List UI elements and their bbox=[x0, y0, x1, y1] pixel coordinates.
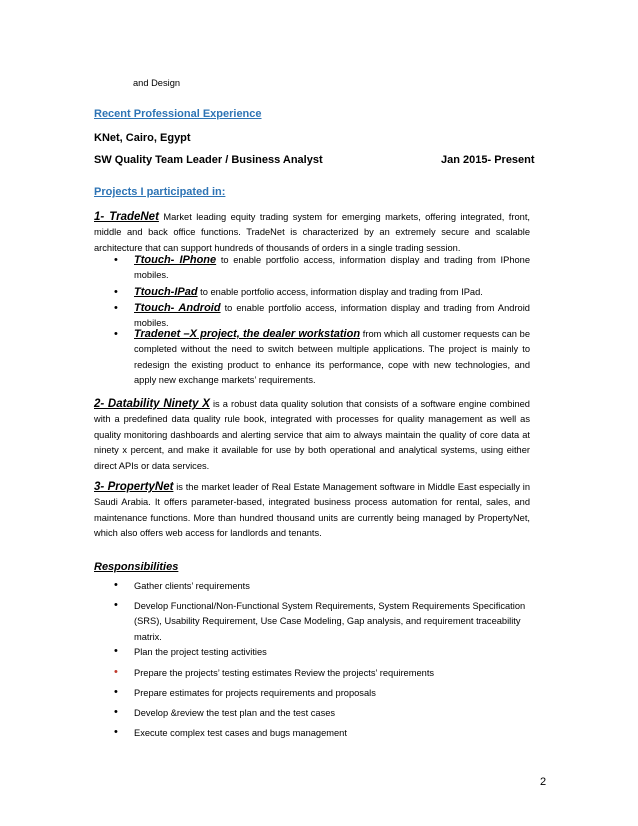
bullet-icon: • bbox=[114, 286, 118, 298]
page-number: 2 bbox=[540, 776, 547, 788]
propertynet-title: 3- PropertyNet bbox=[94, 481, 174, 493]
item-text: Develop Functional/Non-Functional System Requirements, System Requirements Specification (SRS), Usability Requirement, Use Case Modeling, Gap analysis, and requirement traceability matrix. bbox=[134, 601, 526, 642]
experience-heading: Recent Professional Experience bbox=[94, 108, 262, 120]
list-item bbox=[116, 253, 530, 283]
item-text: to enable portfolio access, information display and trading from IPhone mobiles. bbox=[134, 255, 531, 281]
bullet-icon: • bbox=[114, 328, 118, 340]
item-text: Execute complex test cases and bugs management bbox=[134, 728, 347, 738]
tradenet-description: Market leading equity trading system for emerging markets, offering integrated, front, middle and back office functions. TradeNet is characterized by an extremely secure and scalable architecture that can support hundreds of thousands of orders in a single trading session. bbox=[94, 212, 530, 253]
bullet-icon: • bbox=[114, 666, 118, 678]
bullet-icon: • bbox=[114, 599, 118, 611]
item-text: Gather clients’ requirements bbox=[134, 581, 250, 591]
item-text: Prepare estimates for projects requirements and proposals bbox=[134, 688, 376, 698]
bullet-icon: • bbox=[114, 706, 118, 718]
item-title: Ttouch- IPhone bbox=[134, 254, 217, 266]
role-dates: Jan 2015- Present bbox=[441, 154, 535, 166]
item-text: Prepare the projects’ testing estimates Review the projects’ requirements bbox=[134, 668, 435, 678]
item-text: to enable portfolio access, information display and trading from IPad. bbox=[200, 287, 483, 297]
propertynet-description: is the market leader of Real Estate Management software in Middle East especially in Saudi Arabia. It offers parameter-based, integrated business process automation for rental, sales, and maintenance functions. More than hundred thousand units are currently being managed by PropertyNet, which also offers web access for landlords and tenants. bbox=[94, 482, 531, 539]
continuation-text: and Design bbox=[133, 78, 181, 88]
role-title: SW Quality Team Leader / Business Analyst bbox=[94, 154, 323, 166]
datability-description: is a robust data quality solution that consists of a software engine combined with a predefined data quality rule book, integrated with processes for quality management as well as quality monitoring dashboards and alerting service that aim to always maintain the quality of core data at ninety x percent, and make it available for use by both operational and analytical systems, using either direct APIs or data services. bbox=[94, 399, 530, 471]
bullet-icon: • bbox=[114, 579, 118, 591]
company-name: KNet, Cairo, Egypt bbox=[94, 132, 191, 144]
responsibilities-heading: Responsibilities bbox=[94, 561, 179, 573]
bullet-icon: • bbox=[114, 254, 118, 266]
item-title: Ttouch- Android bbox=[134, 302, 221, 314]
projects-heading: Projects I participated in: bbox=[94, 186, 226, 198]
list-item bbox=[116, 285, 530, 301]
tradenet-paragraph bbox=[94, 210, 530, 256]
list-item bbox=[116, 327, 530, 387]
item-text: from which all customer requests can be completed without the need to switch between multiple applications. The project is mainly to redesign the existing product to enhance its performance, cope with new technologies, and apply new exchange markets’ requirements. bbox=[134, 329, 530, 386]
bullet-icon: • bbox=[114, 726, 118, 738]
item-text: Develop &review the test plan and the test cases bbox=[134, 708, 336, 718]
propertynet-paragraph bbox=[94, 480, 530, 542]
tradenet-title: 1- TradeNet bbox=[94, 211, 159, 223]
item-title: Ttouch-IPad bbox=[134, 286, 198, 298]
datability-paragraph bbox=[94, 397, 530, 474]
item-text: to enable portfolio access, information display and trading from Android mobiles. bbox=[134, 303, 530, 329]
bullet-icon: • bbox=[114, 686, 118, 698]
bullet-icon: • bbox=[114, 302, 118, 314]
item-title: Tradenet –X project, the dealer workstation bbox=[134, 328, 361, 340]
bullet-icon: • bbox=[114, 645, 118, 657]
item-text: Plan the project testing activities bbox=[134, 647, 267, 657]
datability-title: 2- Datability Ninety X bbox=[94, 398, 210, 410]
